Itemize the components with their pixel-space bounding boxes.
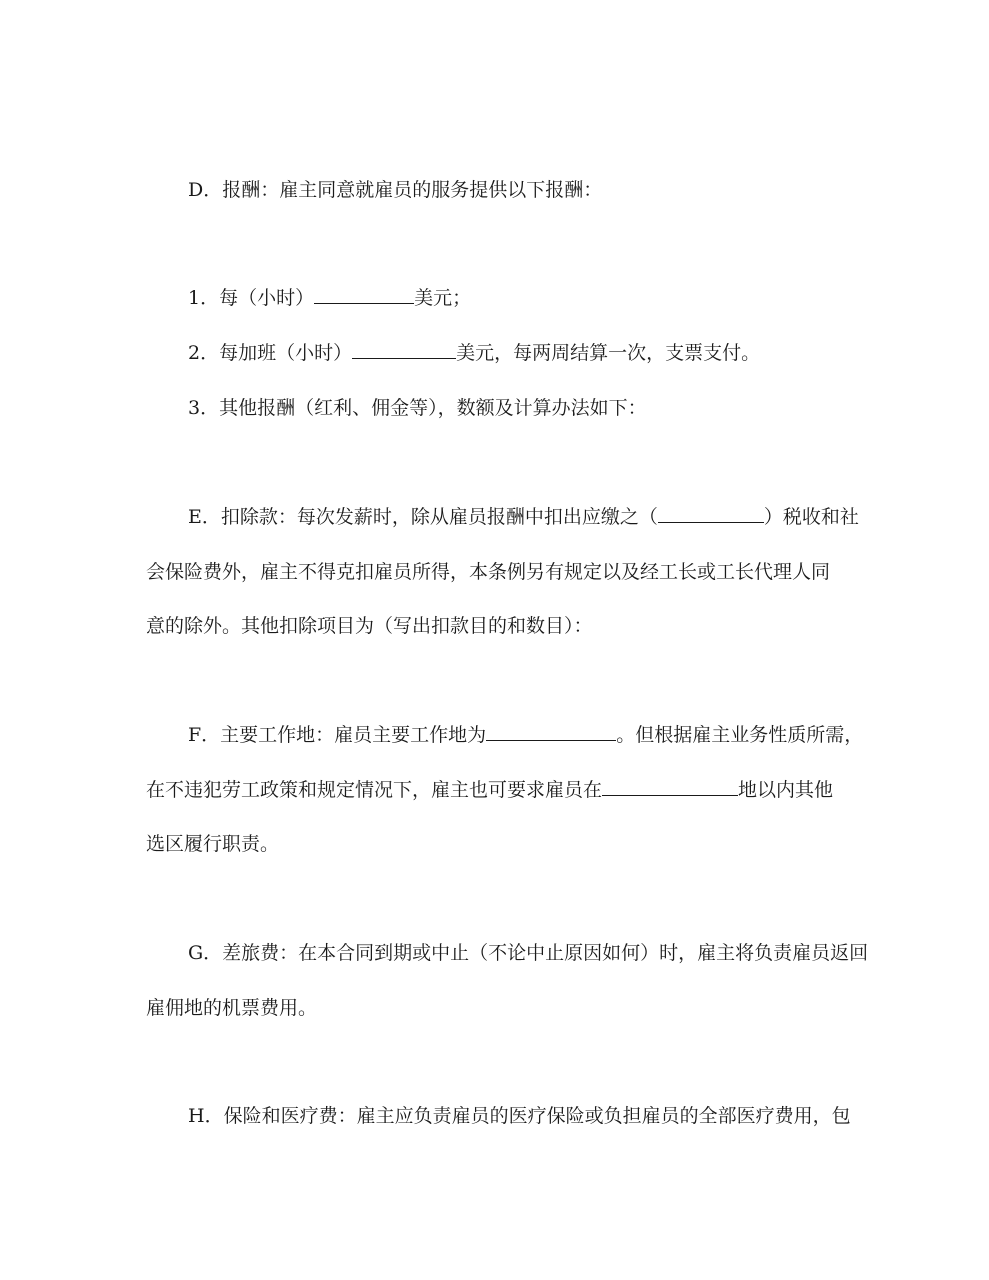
section-h-line-1 xyxy=(188,1104,851,1128)
section-f-line-2-before: 在不违犯劳工政策和规定情况下，雇主也可要求雇员在 xyxy=(146,779,603,801)
section-d-heading xyxy=(188,178,602,202)
item-1-text-after: 美元； xyxy=(414,287,472,309)
section-e-line-1 xyxy=(188,505,859,529)
section-e-line-3-text: 意的除外。其他扣除项目为（写出扣款目的和数目）： xyxy=(146,615,593,637)
section-f-line-2-after: 地以内其他 xyxy=(738,779,834,801)
section-d-item-2 xyxy=(188,341,760,365)
section-d-heading-text: D．报酬：雇主同意就雇员的服务提供以下报酬： xyxy=(188,179,603,201)
section-e-line-3 xyxy=(146,614,593,638)
section-f-line-3 xyxy=(146,832,279,856)
hourly-rate-blank[interactable] xyxy=(314,286,414,304)
item-2-text-before: 2．每加班（小时） xyxy=(188,342,353,364)
section-h-line-1-text: H．保险和医疗费：雇主应负责雇员的医疗保险或负担雇员的全部医疗费用，包 xyxy=(188,1105,851,1127)
section-f-line-3-text: 选区履行职责。 xyxy=(146,833,280,855)
item-1-text-before: 1．每（小时） xyxy=(188,287,315,309)
item-3-text: 3．其他报酬（红利、佣金等），数额及计算办法如下： xyxy=(188,397,647,419)
section-d-item-1 xyxy=(188,286,471,310)
primary-workplace-blank[interactable] xyxy=(486,723,616,741)
tax-type-blank[interactable] xyxy=(658,505,764,523)
section-e-line-2 xyxy=(146,560,830,584)
section-d-item-3 xyxy=(188,396,647,420)
section-f-line-2 xyxy=(146,778,833,802)
section-g-line-2 xyxy=(146,996,317,1020)
section-f-text-after: 。但根据雇主业务性质所需， xyxy=(616,724,864,746)
section-g-line-2-text: 雇佣地的机票费用。 xyxy=(146,997,318,1019)
section-e-text-after: ）税收和社 xyxy=(763,506,859,528)
section-g-line-1-text: G．差旅费：在本合同到期或中止（不论中止原因如何）时，雇主将负责雇员返回 xyxy=(188,942,869,964)
other-area-blank[interactable] xyxy=(602,778,738,796)
section-e-line-2-text: 会保险费外，雇主不得克扣雇员所得，本条例另有规定以及经工长或工长代理人同 xyxy=(146,561,831,583)
section-f-line-1 xyxy=(188,723,863,747)
section-e-text-before: E．扣除款：每次发薪时，除从雇员报酬中扣出应缴之（ xyxy=(188,506,658,528)
section-g-line-1 xyxy=(188,941,868,965)
item-2-text-after: 美元，每两周结算一次，支票支付。 xyxy=(456,342,761,364)
section-f-text-before: F．主要工作地：雇员主要工作地为 xyxy=(188,724,487,746)
overtime-rate-blank[interactable] xyxy=(352,341,456,359)
